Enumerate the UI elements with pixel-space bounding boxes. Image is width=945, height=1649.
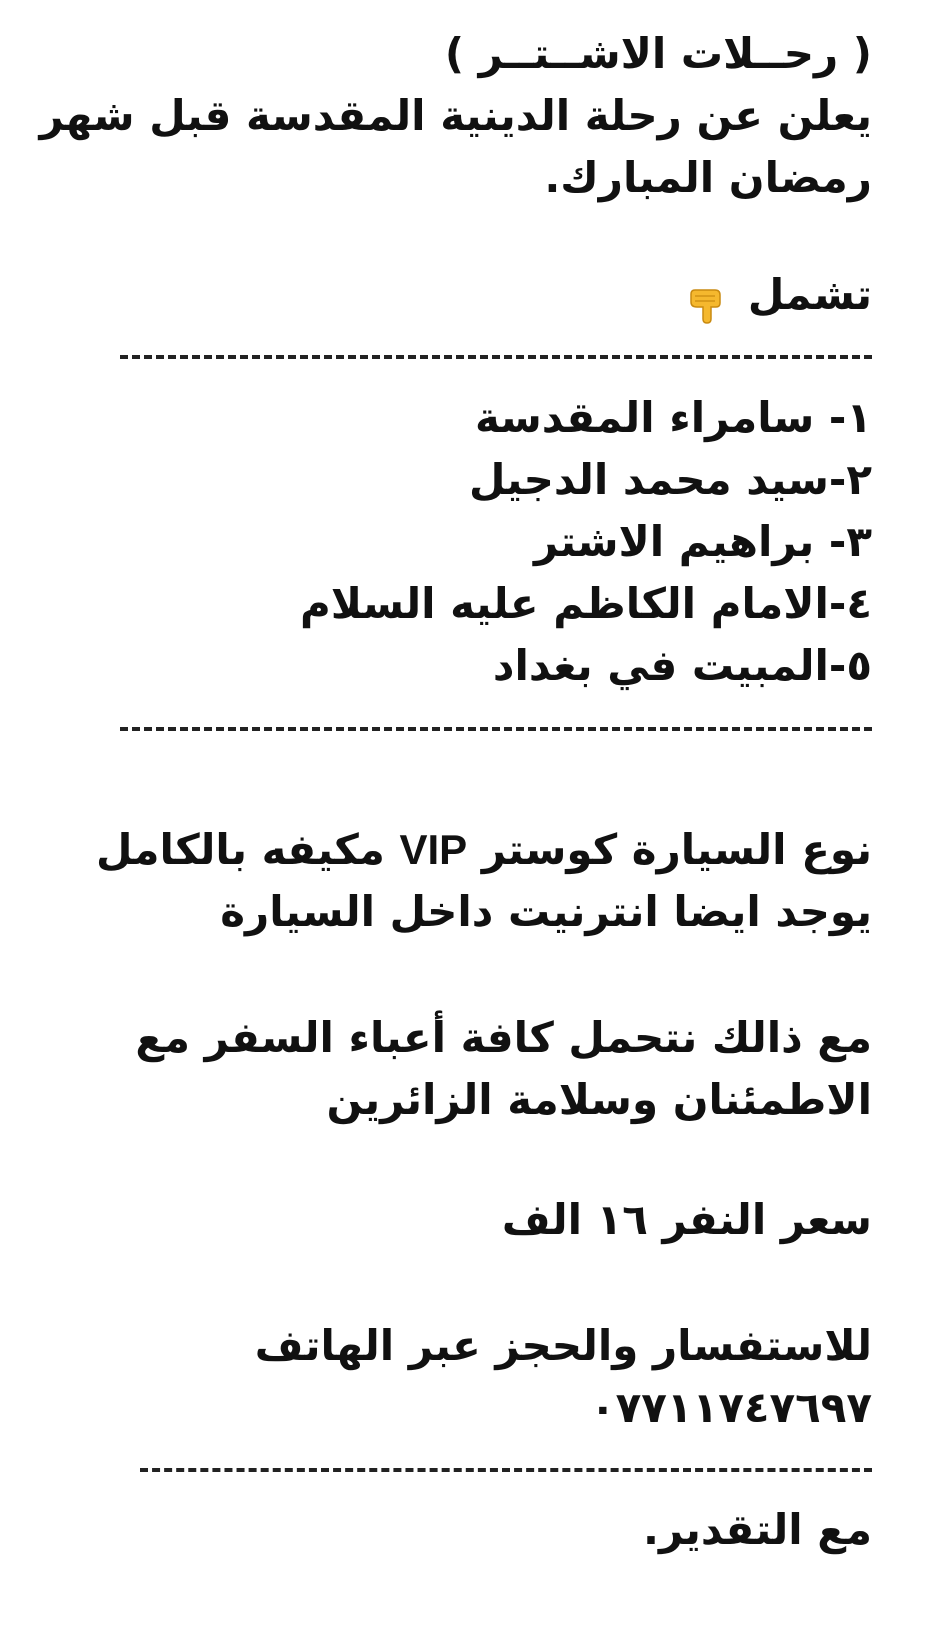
vehicle-ac-text: مكيفه بالكامل [95,825,385,874]
phone-number: ٠٧٧١١٧٤٧٦٩٧ [590,1383,872,1432]
hand-pointing-down-icon [689,280,723,316]
costs-line-1: مع ذالك نتحمل كافة أعباء السفر مع [135,1013,872,1062]
price-text: سعر النفر ١٦ الف [501,1195,872,1244]
costs-line-2: الاطمئنان وسلامة الزائرين [326,1075,872,1124]
announcement-line-1: يعلن عن رحلة الدينية المقدسة قبل شهر [39,91,872,140]
announcement-line-2: رمضان المبارك. [544,153,872,202]
includes-heading-row [689,265,872,325]
closing-text: مع التقدير. [643,1505,872,1554]
includes-heading: تشمل [747,270,872,319]
include-item-1: ١- سامراء المقدسة [475,393,872,442]
dashed-divider-bottom [140,1468,872,1472]
vip-label: VIP [399,826,468,873]
dashed-divider-top [120,355,872,359]
dashed-divider-middle [120,727,872,731]
include-item-2: ٢-سيد محمد الدجيل [468,455,872,504]
contact-label: للاستفسار والحجز عبر الهاتف [254,1321,872,1370]
vehicle-line-2: يوجد ايضا انترنيت داخل السيارة [220,887,872,936]
include-item-3: ٣- براهيم الاشتر [533,517,872,566]
trip-title: ( رحــلات الاشــتــر ) [444,29,872,78]
include-item-5: ٥-المبيت في بغداد [492,641,872,690]
vehicle-type-text: نوع السيارة كوستر [481,825,872,874]
vehicle-line-1 [96,820,872,880]
include-item-4: ٤-الامام الكاظم عليه السلام [299,579,872,628]
